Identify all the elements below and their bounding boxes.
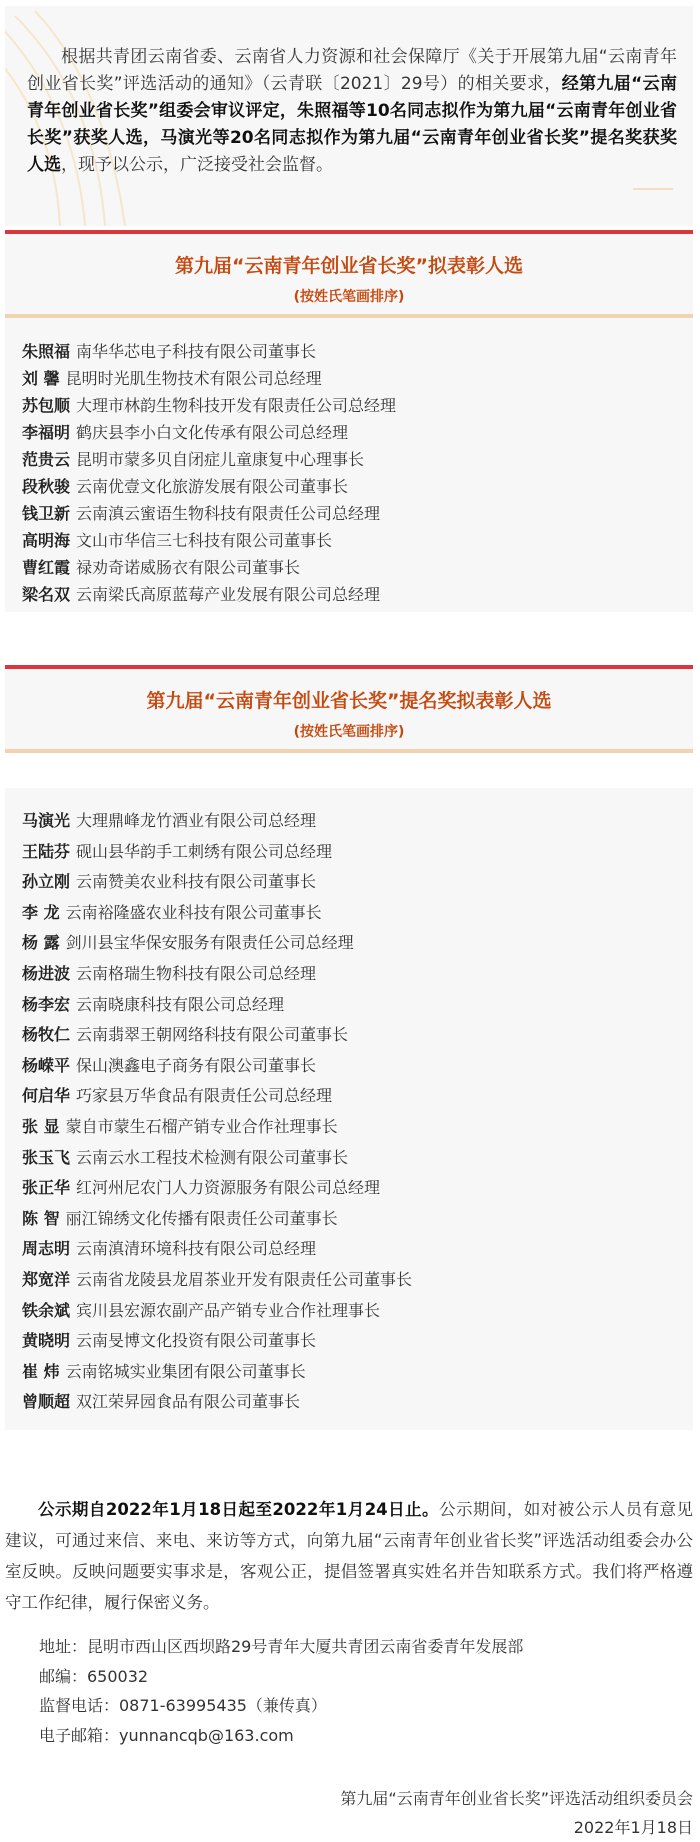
list-item xyxy=(22,1022,348,1045)
person-organization: 云南赞美农业科技有限公司董事长 xyxy=(76,872,317,892)
person-name: 何启华 xyxy=(22,1086,71,1106)
list-item xyxy=(22,1114,338,1137)
person-organization: 云南翡翠王朝网络科技有限公司董事长 xyxy=(76,1025,349,1045)
list-item xyxy=(22,869,316,892)
person-organization: 昆明市蒙多贝自闭症儿童康复中心理事长 xyxy=(76,450,365,469)
person-organization: 云南梁氏高原蓝莓产业发展有限公司总经理 xyxy=(76,585,381,604)
person-organization: 大理鼎峰龙竹酒业有限公司总经理 xyxy=(76,811,317,830)
person-organization: 云南裕隆盛农业科技有限公司董事长 xyxy=(65,902,322,922)
list-item xyxy=(22,1389,300,1412)
person-name: 杨牧仁 xyxy=(22,1025,71,1045)
person-organization: 云南云水工程技术检测有限公司董事长 xyxy=(76,1147,349,1167)
list-item xyxy=(22,1053,316,1076)
intro-box xyxy=(5,6,693,226)
person-organization: 云南滇清环境科技有限公司总经理 xyxy=(76,1239,317,1259)
list-item xyxy=(22,1236,316,1259)
person-name: 曾顺超 xyxy=(22,1392,71,1412)
person-organization: 禄劝奇诺威肠衣有限公司董事长 xyxy=(76,558,301,577)
person-name: 孙立刚 xyxy=(22,872,71,892)
list-item xyxy=(22,1083,332,1106)
person-organization: 砚山县华韵手工刺绣有限公司总经理 xyxy=(76,841,333,861)
list-item xyxy=(22,339,316,362)
person-organization: 云南优壹文化旅游发展有限公司董事长 xyxy=(76,477,349,496)
contact-email: 电子邮箱：yunnancqb@163.com xyxy=(39,1725,294,1745)
list-item xyxy=(22,1359,306,1382)
section2-subtitle: (按姓氏笔画排序) xyxy=(293,724,405,740)
list-item xyxy=(22,1298,380,1321)
signature-block xyxy=(340,1784,693,1842)
list-item xyxy=(22,1175,380,1198)
person-organization: 云南铭城实业集团有限公司董事长 xyxy=(65,1361,306,1381)
person-name: 陈 智 xyxy=(22,1208,60,1228)
person-organization: 蒙自市蒙生石榴产销专业合作社理事长 xyxy=(65,1117,338,1136)
person-name: 范贵云 xyxy=(22,450,71,469)
person-name: 苏包顺 xyxy=(22,396,71,415)
person-name: 杨李宏 xyxy=(22,994,71,1014)
person-organization: 文山市华信三七科技有限公司董事长 xyxy=(76,531,333,550)
person-organization: 丽江锦绣文化传播有限责任公司董事长 xyxy=(65,1208,338,1228)
person-organization: 保山澳鑫电子商务有限公司董事长 xyxy=(76,1055,317,1075)
person-name: 朱照福 xyxy=(22,342,71,361)
closing-period: 公示期自2022年1月18日起至2022年1月24日止。 xyxy=(38,1500,440,1519)
person-name: 李福明 xyxy=(22,423,71,442)
list-item xyxy=(22,447,364,470)
list-item xyxy=(22,808,316,831)
closing-text: 公示期间，如对被公示人员有意见建议，可通过来信、来电、来访等方式，向第九届“云南青年创业省长奖”评选活动组委会办公室反映。反映问题要实事求是，客观公正，提倡签署真实姓名并告知联系方式。我们将严格遵守工作纪律，履行保密义务。 xyxy=(5,1500,694,1612)
person-name: 杨嵘平 xyxy=(22,1055,71,1075)
list-item xyxy=(22,900,322,923)
person-name: 周志明 xyxy=(22,1239,71,1259)
list-item xyxy=(22,501,380,524)
section2-list xyxy=(5,788,693,1430)
intro-text-bold: 经第九届“云南青年创业省长奖”组委会审议评定，朱照福等10名同志拟作为第九届“云南青年创业省长奖”获奖人选，马演光等20名同志拟作为第九届“云南青年创业省长奖”提名奖获奖人选 xyxy=(27,74,677,175)
section1-subtitle: (按姓氏笔画排序) xyxy=(293,289,405,305)
list-item xyxy=(22,366,322,389)
person-name: 张玉飞 xyxy=(22,1147,71,1167)
list-item xyxy=(22,582,380,605)
contact-address: 地址：昆明市西山区西坝路29号青年大厦共青团云南省委青年发展部 xyxy=(39,1637,524,1656)
person-organization: 剑川县宝华保安服务有限责任公司总经理 xyxy=(65,933,354,953)
decorative-line xyxy=(633,188,673,190)
person-name: 李 龙 xyxy=(22,902,60,922)
intro-text-end: ，现予以公示，广泛接受社会监督。 xyxy=(61,155,333,175)
person-name: 刘 馨 xyxy=(22,369,60,388)
signature-org: 第九届“云南青年创业省长奖”评选活动组织委员会 xyxy=(340,1789,693,1808)
section2-header xyxy=(5,665,693,753)
list-item xyxy=(22,930,354,953)
contact-phone: 监督电话：0871-63995435（兼传真） xyxy=(39,1696,327,1715)
person-name: 张正华 xyxy=(22,1178,71,1198)
section1-list xyxy=(5,318,693,612)
signature-date: 2022年1月18日 xyxy=(573,1818,693,1837)
person-organization: 大理市林韵生物科技开发有限责任公司总经理 xyxy=(76,396,397,415)
person-name: 崔 炜 xyxy=(22,1361,60,1381)
person-name: 高明海 xyxy=(22,531,71,550)
person-organization: 云南晓康科技有限公司总经理 xyxy=(76,994,285,1014)
person-name: 黄晓明 xyxy=(22,1331,71,1351)
list-item xyxy=(22,474,348,497)
person-organization: 昆明时光肌生物技术有限公司总经理 xyxy=(65,369,322,388)
section1-header xyxy=(5,230,693,318)
list-item xyxy=(22,1328,316,1351)
person-organization: 鹤庆县李小白文化传承有限公司总经理 xyxy=(76,423,349,442)
person-name: 马演光 xyxy=(22,811,71,830)
person-organization: 云南滇云蜜语生物科技有限责任公司总经理 xyxy=(76,504,381,523)
list-item xyxy=(22,420,348,443)
person-organization: 云南旻博文化投资有限公司董事长 xyxy=(76,1331,317,1351)
person-name: 曹红霞 xyxy=(22,558,71,577)
intro-paragraph xyxy=(27,44,677,179)
person-organization: 巧家县万华食品有限责任公司总经理 xyxy=(76,1086,333,1106)
person-name: 张 显 xyxy=(22,1117,60,1136)
person-name: 钱卫新 xyxy=(22,504,71,523)
closing-paragraph xyxy=(5,1494,693,1618)
person-organization: 双江荣昇园食品有限公司董事长 xyxy=(76,1392,301,1412)
list-item xyxy=(22,961,316,984)
list-item xyxy=(22,1206,338,1229)
person-organization: 南华华芯电子科技有限公司董事长 xyxy=(76,342,317,361)
person-name: 段秋骏 xyxy=(22,477,71,496)
section1-title: 第九届“云南青年创业省长奖”拟表彰人选 xyxy=(175,255,523,277)
list-item xyxy=(22,839,332,862)
person-name: 王陆芬 xyxy=(22,841,71,861)
list-item xyxy=(22,528,332,551)
person-organization: 红河州尼农门人力资源服务有限公司总经理 xyxy=(76,1178,381,1198)
list-item xyxy=(22,1267,412,1290)
person-organization: 云南格瑞生物科技有限公司总经理 xyxy=(76,964,317,983)
person-organization: 云南省龙陵县龙眉茶业开发有限责任公司董事长 xyxy=(76,1270,413,1289)
list-item xyxy=(22,992,284,1015)
contact-postcode: 邮编：650032 xyxy=(39,1666,149,1686)
intro-text-normal: 根据共青团云南省委、云南省人力资源和社会保障厅《关于开展第九届“云南青年创业省长奖”评选活动的通知》（云青联〔2021〕29号）的相关要求， xyxy=(27,47,677,94)
list-item xyxy=(22,393,396,416)
contact-block xyxy=(39,1632,523,1750)
person-name: 郑宽洋 xyxy=(22,1270,71,1289)
person-name: 铁余斌 xyxy=(22,1300,71,1320)
section2-title: 第九届“云南青年创业省长奖”提名奖拟表彰人选 xyxy=(146,690,552,712)
person-name: 杨进波 xyxy=(22,964,71,983)
person-name: 梁名双 xyxy=(22,585,71,604)
person-organization: 宾川县宏源农副产品产销专业合作社理事长 xyxy=(76,1300,381,1320)
list-item xyxy=(22,1145,348,1168)
person-name: 杨 露 xyxy=(22,933,60,953)
list-item xyxy=(22,555,300,578)
